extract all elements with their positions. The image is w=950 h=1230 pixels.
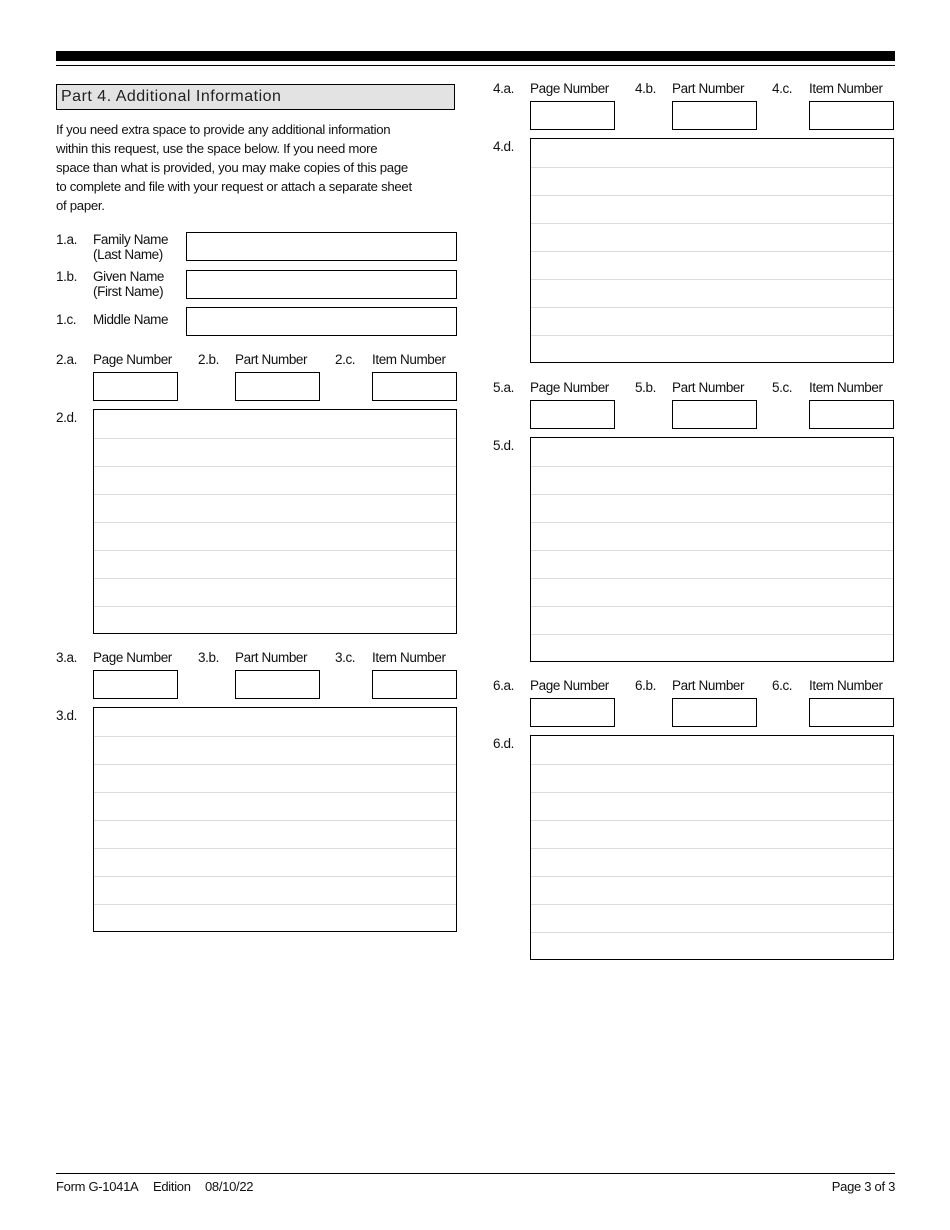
page-number-label: Page Number: [93, 650, 172, 665]
part-number-label: Part Number: [235, 650, 308, 665]
page-number-label: Page Number: [530, 678, 609, 693]
family-name-label: Family Name: [93, 232, 169, 247]
given-name-sublabel: (First Name): [93, 284, 164, 299]
ruled-line: [531, 550, 893, 551]
middle-name-label: Middle Name: [93, 312, 169, 327]
ruled-line: [94, 848, 456, 849]
part-number-field[interactable]: [672, 400, 757, 429]
edition-date: 08/10/22: [205, 1179, 254, 1194]
part-number-field[interactable]: [235, 372, 320, 401]
ruled-line: [531, 876, 893, 877]
page-item-number: 3.a.: [56, 650, 77, 665]
part-item-number: 2.b.: [198, 352, 219, 367]
part-title: Part 4. Additional Information: [61, 88, 282, 105]
item-number-1a: 1.a.: [56, 232, 77, 247]
page-number-label: Page Number: [530, 81, 609, 96]
ruled-line: [94, 876, 456, 877]
page-item-number: 6.a.: [493, 678, 514, 693]
middle-name-field[interactable]: [186, 307, 457, 336]
intro-line: of paper.: [56, 198, 105, 213]
additional-info-textarea[interactable]: [530, 735, 894, 960]
page-number-field[interactable]: [530, 400, 615, 429]
page-number-field[interactable]: [93, 372, 178, 401]
ruled-line: [531, 279, 893, 280]
part-item-number: 4.b.: [635, 81, 656, 96]
part-item-number: 5.b.: [635, 380, 656, 395]
ruled-line: [94, 550, 456, 551]
page-number: Page 3 of 3: [831, 1179, 895, 1194]
form-number: Form G-1041A: [56, 1179, 139, 1194]
ruled-line: [94, 904, 456, 905]
ruled-line: [94, 792, 456, 793]
intro-line: space than what is provided, you may make copies of this page: [56, 160, 408, 175]
ruled-line: [531, 251, 893, 252]
ruled-line: [531, 764, 893, 765]
intro-line: within this request, use the space below. If you need more: [56, 141, 378, 156]
ruled-line: [531, 195, 893, 196]
ruled-line: [531, 223, 893, 224]
given-name-label: Given Name: [93, 269, 165, 284]
item-number-1c: 1.c.: [56, 312, 77, 327]
part-number-field[interactable]: [235, 670, 320, 699]
family-name-sublabel: (Last Name): [93, 247, 163, 262]
given-name-field[interactable]: [186, 270, 457, 299]
part-item-number: 6.b.: [635, 678, 656, 693]
item-number-label: Item Number: [372, 352, 446, 367]
item-item-number: 5.c.: [772, 380, 793, 395]
item-item-number: 3.c.: [335, 650, 356, 665]
item-number-field[interactable]: [372, 372, 457, 401]
additional-info-textarea[interactable]: [93, 707, 457, 932]
page-number-field[interactable]: [93, 670, 178, 699]
part-number-label: Part Number: [672, 678, 745, 693]
ruled-line: [531, 792, 893, 793]
item-number-label: Item Number: [809, 380, 883, 395]
ruled-line: [94, 494, 456, 495]
part-number-label: Part Number: [672, 380, 745, 395]
page-number-label: Page Number: [93, 352, 172, 367]
top-rule-thin: [56, 65, 895, 66]
part-item-number: 3.b.: [198, 650, 219, 665]
part-number-field[interactable]: [672, 101, 757, 130]
item-number-label: Item Number: [809, 678, 883, 693]
edition-label: Edition: [153, 1179, 191, 1194]
ruled-line: [531, 848, 893, 849]
ruled-line: [531, 522, 893, 523]
text-item-number: 5.d.: [493, 438, 514, 453]
intro-line: to complete and file with your request or attach a separate sheet: [56, 179, 412, 194]
ruled-line: [94, 764, 456, 765]
ruled-line: [94, 522, 456, 523]
ruled-line: [531, 494, 893, 495]
text-item-number: 4.d.: [493, 139, 514, 154]
ruled-line: [94, 820, 456, 821]
page-number-field[interactable]: [530, 698, 615, 727]
additional-info-textarea[interactable]: [530, 437, 894, 662]
ruled-line: [531, 466, 893, 467]
text-item-number: 6.d.: [493, 736, 514, 751]
part-number-label: Part Number: [672, 81, 745, 96]
ruled-line: [531, 932, 893, 933]
item-number-field[interactable]: [809, 698, 894, 727]
text-item-number: 2.d.: [56, 410, 77, 425]
page-number-field[interactable]: [530, 101, 615, 130]
ruled-line: [531, 606, 893, 607]
part-number-label: Part Number: [235, 352, 308, 367]
intro-text: [56, 120, 458, 215]
ruled-line: [531, 634, 893, 635]
item-number-label: Item Number: [372, 650, 446, 665]
ruled-line: [531, 904, 893, 905]
ruled-line: [531, 307, 893, 308]
page-item-number: 4.a.: [493, 81, 514, 96]
text-item-number: 3.d.: [56, 708, 77, 723]
item-item-number: 6.c.: [772, 678, 793, 693]
additional-info-textarea[interactable]: [93, 409, 457, 634]
page-item-number: 2.a.: [56, 352, 77, 367]
ruled-line: [94, 466, 456, 467]
ruled-line: [531, 578, 893, 579]
ruled-line: [94, 578, 456, 579]
part-header: [56, 84, 455, 110]
page-item-number: 5.a.: [493, 380, 514, 395]
item-number-label: Item Number: [809, 81, 883, 96]
item-number-field[interactable]: [372, 670, 457, 699]
ruled-line: [94, 736, 456, 737]
top-rule-thick: [56, 51, 895, 61]
ruled-line: [94, 606, 456, 607]
bottom-rule: [56, 1173, 895, 1174]
family-name-field[interactable]: [186, 232, 457, 261]
intro-line: If you need extra space to provide any additional information: [56, 122, 391, 137]
item-number-1b: 1.b.: [56, 269, 77, 284]
ruled-line: [531, 167, 893, 168]
additional-info-textarea[interactable]: [530, 138, 894, 363]
part-number-field[interactable]: [672, 698, 757, 727]
item-item-number: 2.c.: [335, 352, 356, 367]
ruled-line: [531, 820, 893, 821]
item-item-number: 4.c.: [772, 81, 793, 96]
item-number-field[interactable]: [809, 101, 894, 130]
item-number-field[interactable]: [809, 400, 894, 429]
page-number-label: Page Number: [530, 380, 609, 395]
ruled-line: [94, 438, 456, 439]
ruled-line: [531, 335, 893, 336]
